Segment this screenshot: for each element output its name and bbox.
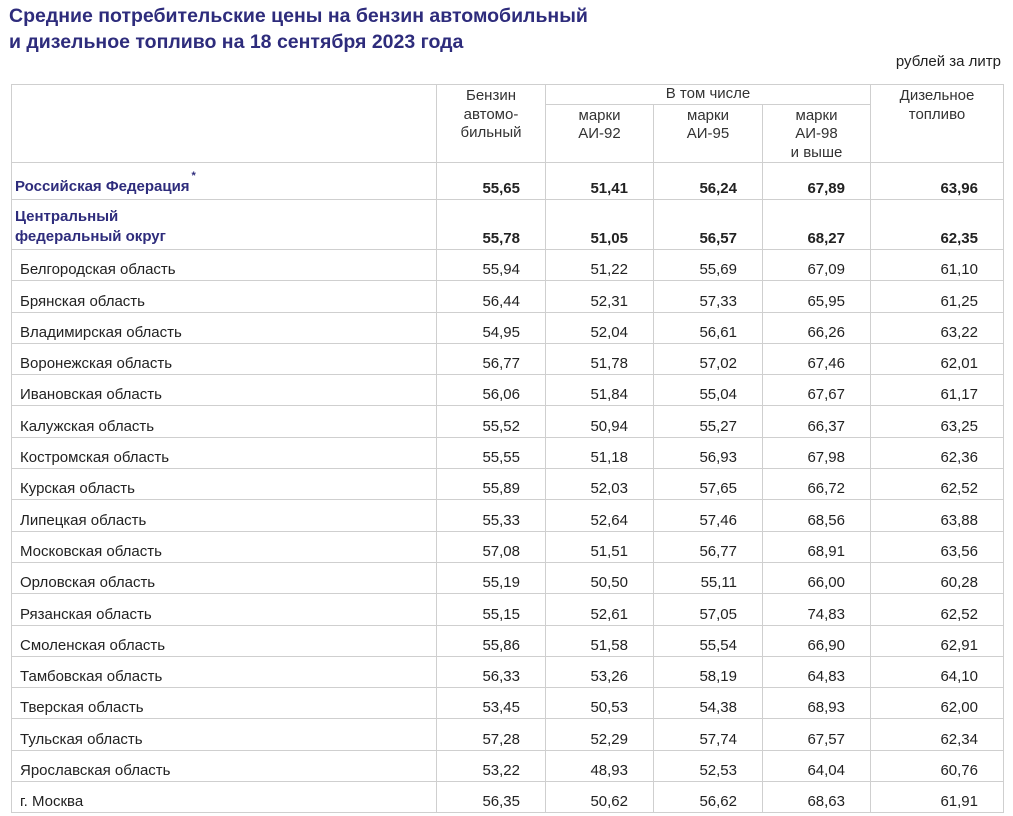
value-benzin: 55,55 bbox=[437, 437, 546, 468]
table-row bbox=[12, 594, 1004, 625]
value-ai98: 66,00 bbox=[763, 562, 871, 593]
value-diesel: 62,35 bbox=[871, 200, 1004, 250]
table-row bbox=[12, 656, 1004, 687]
value-ai98: 67,67 bbox=[763, 375, 871, 406]
region-name: Липецкая область bbox=[12, 500, 437, 531]
value-ai95: 57,46 bbox=[654, 500, 763, 531]
value-ai98: 74,83 bbox=[763, 594, 871, 625]
region-name bbox=[12, 163, 437, 200]
region-name: Тверская область bbox=[12, 688, 437, 719]
page-title bbox=[9, 3, 999, 55]
value-ai92: 50,50 bbox=[546, 562, 654, 593]
value-ai92: 53,26 bbox=[546, 656, 654, 687]
value-ai95: 55,11 bbox=[654, 562, 763, 593]
value-ai98: 68,56 bbox=[763, 500, 871, 531]
value-diesel: 63,88 bbox=[871, 500, 1004, 531]
table-row bbox=[12, 500, 1004, 531]
table-row bbox=[12, 312, 1004, 343]
value-ai98: 66,26 bbox=[763, 312, 871, 343]
value-ai92: 52,31 bbox=[546, 281, 654, 312]
value-ai95: 55,54 bbox=[654, 625, 763, 656]
header-ai98 bbox=[763, 104, 871, 163]
value-ai92: 51,58 bbox=[546, 625, 654, 656]
value-ai95: 52,53 bbox=[654, 750, 763, 781]
region-name: Московская область bbox=[12, 531, 437, 562]
value-benzin: 55,19 bbox=[437, 562, 546, 593]
value-diesel: 64,10 bbox=[871, 656, 1004, 687]
value-ai92: 52,03 bbox=[546, 469, 654, 500]
table-row bbox=[12, 250, 1004, 281]
value-ai98: 65,95 bbox=[763, 281, 871, 312]
table-row bbox=[12, 531, 1004, 562]
value-ai98: 66,37 bbox=[763, 406, 871, 437]
header-ai98-line: АИ-98 bbox=[795, 125, 838, 142]
table-row bbox=[12, 406, 1004, 437]
region-name: Ивановская область bbox=[12, 375, 437, 406]
value-ai92: 51,78 bbox=[546, 343, 654, 374]
region-name: Белгородская область bbox=[12, 250, 437, 281]
region-name: Тульская область bbox=[12, 719, 437, 750]
value-benzin: 55,78 bbox=[437, 200, 546, 250]
table-row bbox=[12, 562, 1004, 593]
table-row bbox=[12, 750, 1004, 781]
fuel-prices-table bbox=[11, 84, 1004, 813]
header-benzin-line: бильный bbox=[460, 124, 522, 141]
table-row bbox=[12, 437, 1004, 468]
table-row bbox=[12, 688, 1004, 719]
value-benzin: 55,89 bbox=[437, 469, 546, 500]
value-ai98: 67,46 bbox=[763, 343, 871, 374]
value-ai95: 55,04 bbox=[654, 375, 763, 406]
value-benzin: 56,06 bbox=[437, 375, 546, 406]
value-ai92: 51,22 bbox=[546, 250, 654, 281]
value-diesel: 61,91 bbox=[871, 782, 1004, 813]
header-diesel-line: топливо bbox=[908, 105, 966, 123]
value-diesel: 62,01 bbox=[871, 343, 1004, 374]
header-diesel bbox=[871, 85, 1004, 163]
value-benzin: 56,77 bbox=[437, 343, 546, 374]
region-name: Владимирская область bbox=[12, 312, 437, 343]
region-name-line: Центральный bbox=[15, 208, 119, 225]
value-ai92: 51,51 bbox=[546, 531, 654, 562]
value-benzin: 57,08 bbox=[437, 531, 546, 562]
table-row-central-district bbox=[12, 200, 1004, 250]
value-ai95: 56,77 bbox=[654, 531, 763, 562]
value-ai95: 56,62 bbox=[654, 782, 763, 813]
region-name: Рязанская область bbox=[12, 594, 437, 625]
value-benzin: 55,94 bbox=[437, 250, 546, 281]
value-diesel: 63,25 bbox=[871, 406, 1004, 437]
value-benzin: 53,45 bbox=[437, 688, 546, 719]
title-line-2: и дизельное топливо на 18 сентября 2023 года bbox=[9, 31, 464, 53]
value-ai98: 66,90 bbox=[763, 625, 871, 656]
header-ai98-line: марки bbox=[795, 106, 838, 124]
header-benzin bbox=[437, 85, 546, 163]
region-name bbox=[12, 200, 437, 250]
title-line-1: Средние потребительские цены на бензин автомобильный bbox=[9, 5, 588, 27]
value-diesel: 62,00 bbox=[871, 688, 1004, 719]
value-ai98: 68,63 bbox=[763, 782, 871, 813]
value-diesel: 61,25 bbox=[871, 281, 1004, 312]
value-diesel: 60,76 bbox=[871, 750, 1004, 781]
value-ai92: 50,62 bbox=[546, 782, 654, 813]
value-benzin: 56,44 bbox=[437, 281, 546, 312]
value-ai92: 51,41 bbox=[546, 163, 654, 200]
value-diesel: 62,52 bbox=[871, 594, 1004, 625]
value-ai98: 67,09 bbox=[763, 250, 871, 281]
value-ai98: 64,83 bbox=[763, 656, 871, 687]
value-benzin: 54,95 bbox=[437, 312, 546, 343]
value-ai92: 51,84 bbox=[546, 375, 654, 406]
header-ai92-line: АИ-92 bbox=[578, 125, 621, 142]
region-name: Орловская область bbox=[12, 562, 437, 593]
value-ai92: 50,53 bbox=[546, 688, 654, 719]
value-ai98: 68,27 bbox=[763, 200, 871, 250]
value-diesel: 60,28 bbox=[871, 562, 1004, 593]
region-name: Воронежская область bbox=[12, 343, 437, 374]
header-ai95-line: марки bbox=[687, 106, 729, 124]
table-row bbox=[12, 343, 1004, 374]
region-name: Брянская область bbox=[12, 281, 437, 312]
header-including: В том числе bbox=[546, 85, 871, 105]
value-ai95: 57,65 bbox=[654, 469, 763, 500]
region-name: Калужская область bbox=[12, 406, 437, 437]
value-ai98: 64,04 bbox=[763, 750, 871, 781]
value-ai95: 58,19 bbox=[654, 656, 763, 687]
value-ai95: 55,69 bbox=[654, 250, 763, 281]
value-ai95: 57,05 bbox=[654, 594, 763, 625]
table-row bbox=[12, 375, 1004, 406]
header-row-top bbox=[12, 85, 1004, 105]
value-ai92: 52,04 bbox=[546, 312, 654, 343]
table-row-russian-federation bbox=[12, 163, 1004, 200]
value-ai95: 56,61 bbox=[654, 312, 763, 343]
value-diesel: 63,56 bbox=[871, 531, 1004, 562]
value-benzin: 56,33 bbox=[437, 656, 546, 687]
region-name: Смоленская область bbox=[12, 625, 437, 656]
value-benzin: 55,33 bbox=[437, 500, 546, 531]
units-label: рублей за литр bbox=[895, 53, 1001, 70]
region-name: Костромская область bbox=[12, 437, 437, 468]
value-ai98: 66,72 bbox=[763, 469, 871, 500]
value-diesel: 61,10 bbox=[871, 250, 1004, 281]
header-ai92-line: марки bbox=[578, 106, 621, 124]
value-ai98: 67,89 bbox=[763, 163, 871, 200]
value-ai98: 67,98 bbox=[763, 437, 871, 468]
table-row bbox=[12, 281, 1004, 312]
value-ai95: 54,38 bbox=[654, 688, 763, 719]
region-name: Ярославская область bbox=[12, 750, 437, 781]
value-ai95: 56,57 bbox=[654, 200, 763, 250]
header-ai95-line: АИ-95 bbox=[686, 125, 730, 142]
value-benzin: 55,65 bbox=[437, 163, 546, 200]
table-row bbox=[12, 782, 1004, 813]
header-ai95 bbox=[654, 104, 763, 163]
value-diesel: 62,52 bbox=[871, 469, 1004, 500]
footnote-mark: * bbox=[191, 170, 196, 182]
region-name-line: федеральный округ bbox=[15, 228, 166, 245]
value-diesel: 63,96 bbox=[871, 163, 1004, 200]
value-ai95: 57,02 bbox=[654, 343, 763, 374]
value-benzin: 55,15 bbox=[437, 594, 546, 625]
value-ai92: 50,94 bbox=[546, 406, 654, 437]
value-diesel: 62,34 bbox=[871, 719, 1004, 750]
value-ai95: 56,93 bbox=[654, 437, 763, 468]
value-diesel: 63,22 bbox=[871, 312, 1004, 343]
region-name: Курская область bbox=[12, 469, 437, 500]
value-benzin: 57,28 bbox=[437, 719, 546, 750]
value-ai92: 52,64 bbox=[546, 500, 654, 531]
value-ai92: 51,05 bbox=[546, 200, 654, 250]
value-ai95: 57,33 bbox=[654, 281, 763, 312]
value-ai95: 55,27 bbox=[654, 406, 763, 437]
value-diesel: 62,36 bbox=[871, 437, 1004, 468]
value-diesel: 62,91 bbox=[871, 625, 1004, 656]
value-ai98: 67,57 bbox=[763, 719, 871, 750]
region-name-text: Российская Федерация bbox=[15, 178, 190, 195]
region-name: Тамбовская область bbox=[12, 656, 437, 687]
header-ai92 bbox=[546, 104, 654, 163]
value-benzin: 55,52 bbox=[437, 406, 546, 437]
table-row bbox=[12, 469, 1004, 500]
value-benzin: 56,35 bbox=[437, 782, 546, 813]
region-name: г. Москва bbox=[12, 782, 437, 813]
header-benzin-line: автомо- bbox=[463, 105, 519, 123]
value-ai92: 52,29 bbox=[546, 719, 654, 750]
table-row bbox=[12, 719, 1004, 750]
header-benzin-line: Бензин bbox=[465, 87, 516, 104]
header-diesel-line: Дизельное bbox=[899, 87, 975, 104]
value-diesel: 61,17 bbox=[871, 375, 1004, 406]
value-ai95: 56,24 bbox=[654, 163, 763, 200]
header-ai98-line: и выше bbox=[790, 143, 843, 161]
value-ai92: 52,61 bbox=[546, 594, 654, 625]
value-ai92: 48,93 bbox=[546, 750, 654, 781]
value-benzin: 53,22 bbox=[437, 750, 546, 781]
value-ai95: 57,74 bbox=[654, 719, 763, 750]
header-region-cell bbox=[12, 85, 437, 163]
value-benzin: 55,86 bbox=[437, 625, 546, 656]
value-ai98: 68,93 bbox=[763, 688, 871, 719]
table-row bbox=[12, 625, 1004, 656]
value-ai98: 68,91 bbox=[763, 531, 871, 562]
value-ai92: 51,18 bbox=[546, 437, 654, 468]
